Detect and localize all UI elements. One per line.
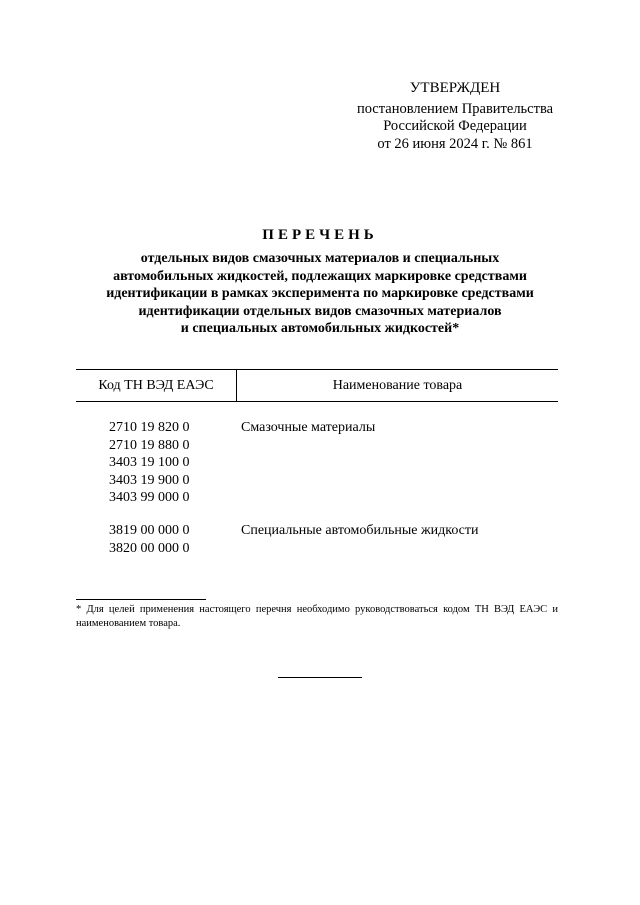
subtitle-line: отдельных видов смазочных материалов и специальных	[140, 251, 500, 266]
code-value: 2710 19 820 0	[109, 420, 190, 435]
approval-line-1: постановлением Правительства	[356, 100, 554, 117]
header-name-column: Наименование товара	[332, 378, 463, 393]
end-divider	[278, 677, 362, 678]
subtitle-line: идентификации отдельных видов смазочных материалов	[138, 303, 502, 319]
subtitle-line: и специальных автомобильных жидкостей*	[180, 321, 460, 336]
footnote-divider	[76, 599, 206, 600]
product-name: Специальные автомобильные жидкости	[241, 523, 479, 538]
approval-line-2: Российской Федерации	[383, 118, 527, 134]
subtitle-line: автомобильных жидкостей, подлежащих маркировке средствами	[113, 268, 527, 284]
code-value: 3403 99 000 0	[109, 490, 190, 505]
product-name: Смазочные материалы	[241, 420, 376, 435]
subtitle-line: идентификации в рамках эксперимента по маркировке средствами	[106, 286, 534, 301]
approval-block	[338, 80, 572, 153]
code-value: 3403 19 100 0	[109, 455, 190, 470]
code-list	[109, 419, 190, 507]
footnote: * Для целей применения настоящего перечня необходимо руководствоваться кодом ТН ВЭД ЕАЭС и наименованием товара.	[76, 604, 558, 629]
code-value: 3403 19 900 0	[109, 472, 190, 488]
document-title: ПЕРЕЧЕНЬ	[262, 227, 378, 243]
code-value: 3820 00 000 0	[109, 540, 190, 556]
header-code-column: Код ТН ВЭД ЕАЭС	[76, 370, 237, 401]
code-list	[109, 522, 190, 557]
approved-label: УТВЕРЖДЕН	[409, 80, 501, 96]
code-value: 3819 00 000 0	[109, 523, 190, 538]
document-subtitle	[60, 250, 580, 338]
table-header	[76, 369, 558, 402]
approval-line-3: от 26 июня 2024 г. № 861	[377, 135, 533, 152]
code-value: 2710 19 880 0	[109, 437, 190, 453]
